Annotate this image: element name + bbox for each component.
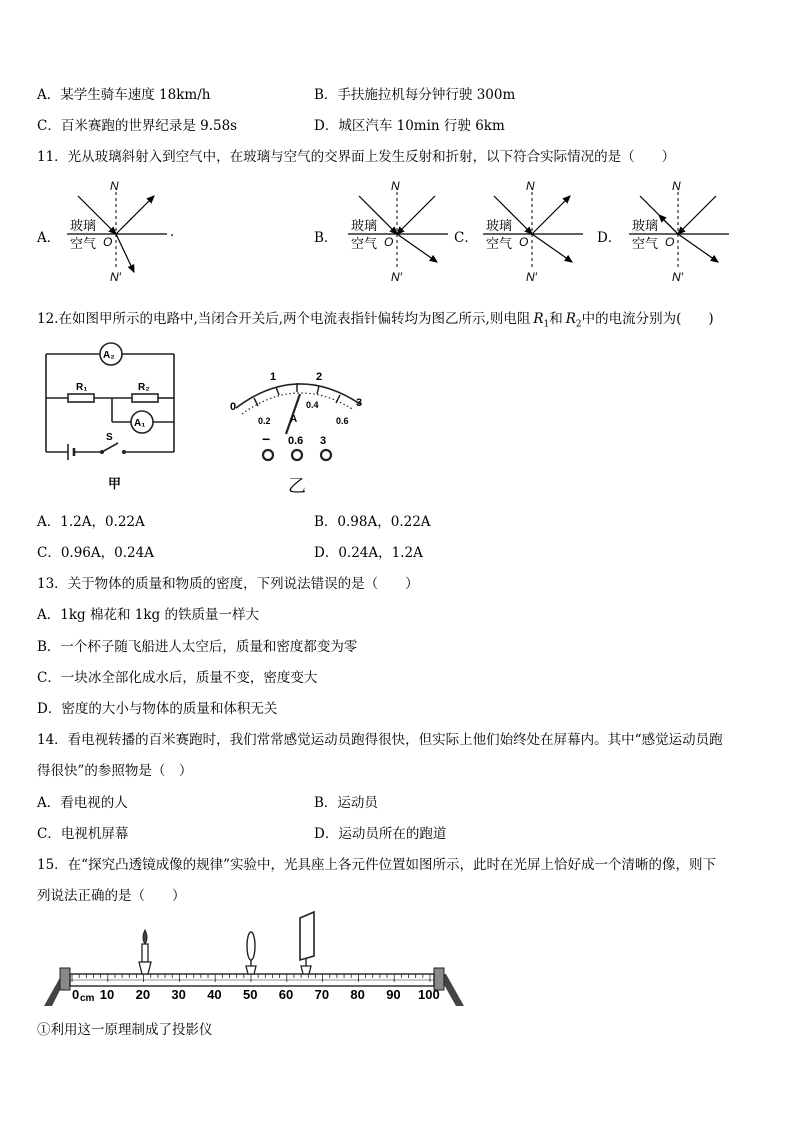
scale-label: 20 — [135, 987, 151, 1002]
svg-text:玻璃: 玻璃 — [632, 219, 659, 234]
svg-text:1: 1 — [270, 371, 277, 383]
q11-option-c-label: C． — [454, 230, 478, 246]
candle — [139, 930, 151, 974]
q15-optical-bench — [38, 908, 468, 1012]
q11-diagram-b — [343, 178, 453, 282]
svg-text:O: O — [384, 235, 394, 249]
svg-text:甲: 甲 — [108, 477, 122, 492]
svg-text:A₂: A₂ — [103, 350, 115, 361]
svg-text:O: O — [665, 235, 675, 249]
q15-stem-line2: 列说法正确的是（ ） — [37, 888, 186, 904]
svg-text:A₁: A₁ — [134, 418, 146, 429]
svg-text:玻璃: 玻璃 — [70, 219, 97, 234]
svg-text:O: O — [103, 235, 113, 249]
q15-stem-line1: 15．在“探究凸透镜成像的规律”实验中，光具座上各元件位置如图所示，此时在光屏上恰好成一个清晰的像，则下 — [37, 857, 716, 873]
q13-option-a: A．1kg 棉花和 1kg 的铁质量一样大 — [37, 607, 259, 623]
svg-text:空气: 空气 — [351, 237, 378, 252]
svg-text:空气: 空气 — [486, 237, 513, 252]
q11-diagram-a — [62, 178, 175, 282]
q14-stem-line2: 得很快”的参照物是（ ） — [37, 763, 193, 779]
q14-option-a: A．看电视的人 — [37, 795, 128, 811]
scale-label: 100 — [418, 987, 440, 1002]
refracted-ray — [116, 234, 134, 272]
scale-label: 30 — [171, 987, 186, 1002]
q11-option-a-dot: . — [170, 224, 175, 240]
svg-text:N: N — [391, 179, 400, 193]
scale-label: 40 — [207, 987, 222, 1002]
scale-label: 90 — [386, 987, 401, 1002]
q10-option-d: D．城区汽车 10min 行驶 6km — [314, 118, 505, 134]
svg-text:2: 2 — [316, 371, 323, 383]
scale-label: 60 — [278, 987, 294, 1002]
svg-text:空气: 空气 — [70, 237, 97, 252]
q13-option-d: D．密度的大小与物体的质量和体积无关 — [37, 701, 278, 717]
q12-option-a: A．1.2A，0.22A — [37, 514, 145, 530]
svg-text:0.6: 0.6 — [336, 416, 349, 426]
q10-option-b: B．手扶施拉机每分钟行驶 300m — [314, 87, 516, 103]
q13-option-c: C．一块冰全部化成水后，质量不变，密度变大 — [37, 670, 318, 686]
svg-text:0.2: 0.2 — [258, 416, 271, 426]
svg-text:0: 0 — [72, 987, 80, 1002]
q11-diagram-d — [624, 178, 734, 282]
q11-diagram-c — [478, 178, 588, 282]
q13-option-b: B．一个杯子随飞船进人太空后，质量和密度都变为零 — [37, 639, 358, 655]
q13-stem: 13．关于物体的质量和物质的密度，下列说法错误的是（ ） — [37, 576, 419, 592]
svg-text:3: 3 — [320, 435, 327, 447]
svg-text:玻璃: 玻璃 — [351, 219, 378, 234]
q12-stem: 12.在如图甲所示的电路中,当闭合开关后,两个电流表指针偏转均为图乙所示,则电阻 $R_1$和 $R_2$中的电流分别为( ) — [37, 311, 714, 330]
q10-option-a: A．某学生骑车速度 18km/h — [37, 87, 211, 103]
svg-text:N′: N′ — [110, 270, 121, 282]
svg-text:乙: 乙 — [288, 476, 306, 497]
svg-text:0.4: 0.4 — [306, 400, 319, 410]
q14-option-d: D．运动员所在的跑道 — [314, 826, 447, 842]
scale-label: 80 — [350, 987, 365, 1002]
q14-stem-line1: 14．看电视转播的百米赛跑时，我们常常感觉运动员跑得很快，但实际上他们始终处在屏幕内。其中“感觉运动员跑 — [37, 732, 723, 748]
q15-statement-1: ①利用这一原理制成了投影仪 — [37, 1022, 213, 1038]
svg-text:0.6: 0.6 — [288, 435, 304, 447]
q12-option-c: C．0.96A，0.24A — [37, 545, 154, 561]
svg-text:O: O — [519, 235, 529, 249]
svg-text:N′: N′ — [391, 270, 402, 282]
svg-text:A: A — [290, 414, 298, 425]
svg-text:N: N — [110, 179, 119, 193]
q12-ammeter-dial — [222, 352, 372, 502]
q10-option-c: C．百米赛跑的世界纪录是 9.58s — [37, 118, 238, 134]
reflected-ray — [116, 196, 154, 234]
svg-text:R₁: R₁ — [76, 382, 88, 393]
svg-text:0: 0 — [230, 401, 237, 413]
svg-text:N′: N′ — [526, 270, 537, 282]
light-screen — [300, 912, 314, 974]
svg-text:3: 3 — [356, 397, 363, 409]
q14-option-c: C．电视机屏幕 — [37, 826, 129, 842]
svg-text:−: − — [262, 431, 271, 447]
scale-label: 10 — [99, 987, 115, 1002]
scale-label: 70 — [314, 987, 330, 1002]
svg-text:N: N — [526, 179, 535, 193]
q11-option-d-label: D． — [597, 230, 622, 246]
scale-label: 50 — [243, 987, 258, 1002]
q12-option-d: D．0.24A，1.2A — [314, 545, 423, 561]
svg-text:S: S — [106, 432, 113, 443]
svg-text:玻璃: 玻璃 — [486, 219, 513, 234]
q11-option-a-label: A． — [37, 230, 61, 246]
q12-option-b: B．0.98A，0.22A — [314, 514, 431, 530]
convex-lens — [246, 932, 256, 974]
svg-text:R₂: R₂ — [138, 382, 150, 393]
svg-text:空气: 空气 — [632, 237, 659, 252]
q11-stem: 11．光从玻璃斜射入到空气中，在玻璃与空气的交界面上发生反射和折射，以下符合实际情况的是（ ） — [37, 149, 676, 165]
q12-circuit-diagram — [40, 340, 180, 500]
q14-option-b: B．运动员 — [314, 795, 378, 811]
svg-text:cm: cm — [80, 993, 95, 1004]
svg-text:N′: N′ — [672, 270, 683, 282]
q11-option-b-label: B． — [314, 230, 338, 246]
svg-text:N: N — [672, 179, 681, 193]
